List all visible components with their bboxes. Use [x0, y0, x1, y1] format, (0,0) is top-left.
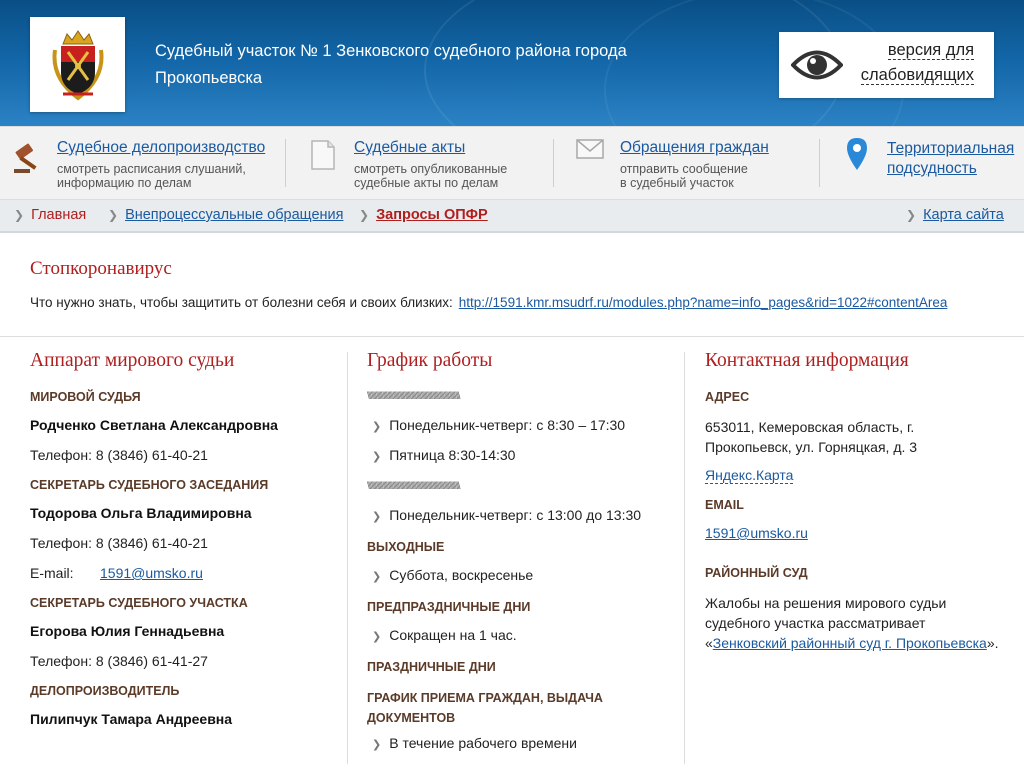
- address-line: 653011, Кемеровская область, г.: [705, 419, 915, 435]
- sitemap-link[interactable]: [906, 207, 1004, 223]
- site-title-line: Прокопьевска: [155, 69, 263, 87]
- alert-text: [30, 295, 947, 310]
- document-icon: [310, 139, 336, 171]
- holiday-caption: ПРАЗДНИЧНЫЕ ДНИ: [367, 660, 496, 674]
- nav-link-line: подсудность: [887, 160, 977, 177]
- chevron-right-icon: ❯: [372, 739, 382, 751]
- coat-of-arms-logo[interactable]: [30, 17, 125, 112]
- site-secretary-phone: Телефон: 8 (3846) 61-41-27: [30, 653, 208, 669]
- chevron-right-icon: ❯: [372, 571, 382, 583]
- sitemap-label[interactable]: Карта сайта: [923, 207, 1004, 223]
- district-court-text: [705, 593, 999, 653]
- nav-desc-line: в судебный участок: [620, 176, 734, 190]
- alert-text-label: Что нужно знать, чтобы защитить от болезни себя и своих близких:: [30, 295, 453, 310]
- district-court-line: [705, 633, 999, 653]
- contact-email-link[interactable]: 1591@umsko.ru: [705, 525, 808, 541]
- nav-link-court-acts[interactable]: Судебные акты: [354, 139, 466, 156]
- contact-email-row: [705, 525, 808, 541]
- chevron-right-icon: ❯: [372, 421, 382, 433]
- nav-desc-line: смотреть опубликованные: [354, 162, 508, 176]
- court-secretary-caption: СЕКРЕТАРЬ СУДЕБНОГО ЗАСЕДАНИЯ: [30, 478, 269, 492]
- weekend-caption: ВЫХОДНЫЕ: [367, 540, 445, 554]
- gavel-icon: [12, 141, 46, 175]
- chevron-right-icon: ❯: [359, 208, 370, 222]
- envelope-icon: [576, 139, 604, 159]
- reception-caption-line: ГРАФИК ПРИЕМА ГРАЖДАН, ВЫДАЧА: [367, 691, 603, 705]
- low-vision-label: [861, 38, 974, 88]
- nav-item-citizen-appeals[interactable]: [554, 127, 819, 201]
- preholiday-item: [372, 627, 517, 643]
- chevron-right-icon: ❯: [372, 451, 382, 463]
- email-label: E-mail:: [30, 565, 74, 581]
- nav-item-territorial-jurisdiction[interactable]: [820, 127, 1024, 201]
- nav-link-territorial-jurisdiction[interactable]: [887, 139, 1014, 179]
- breadcrumb: [0, 200, 1024, 233]
- nav-item-court-proceedings[interactable]: [0, 127, 285, 201]
- nav-link-citizen-appeals[interactable]: Обращения граждан: [620, 139, 769, 156]
- alert-title: Стопкоронавирус: [30, 258, 172, 279]
- district-court-caption: РАЙОННЫЙ СУД: [705, 566, 808, 580]
- nav-desc-court-acts: [354, 162, 507, 190]
- site-header: [0, 0, 1024, 126]
- apparatus-title: Аппарат мирового судьи: [30, 350, 235, 371]
- breadcrumb-section-label[interactable]: Внепроцессуальные обращения: [125, 207, 344, 223]
- clerk-caption: ДЕЛОПРОИЗВОДИТЕЛЬ: [30, 684, 180, 698]
- schedule-item-label: Понедельник-четверг: с 8:30 – 17:30: [389, 417, 626, 433]
- schedule-item: [372, 507, 641, 523]
- schedule-item-label: Пятница 8:30-14:30: [389, 447, 516, 463]
- nav-desc-line: смотреть расписания слушаний,: [57, 162, 246, 176]
- clerk-name: Пилипчук Тамара Андреевна: [30, 711, 233, 727]
- coat-of-arms-icon: [49, 28, 107, 102]
- breadcrumb-home-label[interactable]: Главная: [31, 207, 87, 223]
- nav-desc-line: информацию по делам: [57, 176, 192, 190]
- nav-desc-line: судебные акты по делам: [354, 176, 499, 190]
- address-caption: АДРЕС: [705, 390, 750, 404]
- site-title: [155, 38, 675, 92]
- low-vision-version-button[interactable]: [779, 32, 994, 98]
- chevron-right-icon: ❯: [14, 208, 25, 222]
- separator-slashes: \\\\\\\\\\\\\\\\\\\\\\\\\\\\\\\\\\\\\\\\\\\\\\\\\\\\\\\\\\\\\\\\\\\\\\\\: [367, 391, 460, 402]
- district-court-link[interactable]: Зенковский районный суд г. Прокопьевска: [712, 635, 987, 651]
- schedule-item: [372, 447, 515, 463]
- district-court-line: Жалобы на решения мирового судьи: [705, 595, 947, 611]
- site-secretary-caption: СЕКРЕТАРЬ СУДЕБНОГО УЧАСТКА: [30, 596, 248, 610]
- email-link[interactable]: 1591@umsko.ru: [100, 565, 203, 581]
- judge-phone: Телефон: 8 (3846) 61-40-21: [30, 447, 208, 463]
- column-divider: [684, 352, 685, 764]
- reception-caption: [367, 688, 603, 728]
- weekend-item: [372, 567, 533, 583]
- schedule-title: График работы: [367, 350, 493, 371]
- chevron-right-icon: ❯: [372, 631, 382, 643]
- email-caption: EMAIL: [705, 498, 744, 512]
- map-link-row: [705, 467, 793, 483]
- divider: [0, 336, 1024, 337]
- judge-name: Родченко Светлана Александровна: [30, 417, 278, 433]
- alert-link[interactable]: http://1591.kmr.msudrf.ru/modules.php?name=info_pages&rid=1022#contentArea: [458, 295, 948, 310]
- court-secretary-name: Тодорова Ольга Владимировна: [30, 505, 252, 521]
- site-secretary-name: Егорова Юлия Геннадьевна: [30, 623, 225, 639]
- reception-caption-line: ДОКУМЕНТОВ: [367, 711, 456, 725]
- address-line: Прокопьевск, ул. Горняцкая, д. 3: [705, 439, 918, 455]
- quote-mark: «: [705, 635, 713, 651]
- nav-item-court-acts[interactable]: [286, 127, 553, 201]
- schedule-item: [372, 417, 625, 433]
- court-secretary-phone: Телефон: 8 (3846) 61-40-21: [30, 535, 208, 551]
- nav-link-court-proceedings[interactable]: Судебное делопроизводство: [57, 139, 266, 156]
- chevron-right-icon: ❯: [108, 208, 119, 222]
- breadcrumb-section[interactable]: [108, 207, 343, 223]
- separator-slashes: \\\\\\\\\\\\\\\\\\\\\\\\\\\\\\\\\\\\\\\\\\\\\\\\\\\\\\\\\\\\\\\\\\\\\\\\: [367, 481, 460, 492]
- address-text: [705, 417, 917, 457]
- chevron-right-icon: ❯: [372, 511, 382, 523]
- nav-desc-citizen-appeals: [620, 162, 748, 190]
- district-court-line: судебного участка рассматривает: [705, 615, 926, 631]
- reception-label: В течение рабочего времени: [389, 735, 577, 751]
- site-title-line: Судебный участок № 1 Зенковского судебного района города: [155, 42, 627, 60]
- breadcrumb-home[interactable]: [14, 207, 86, 223]
- yandex-map-link[interactable]: Яндекс.Карта: [705, 467, 794, 483]
- low-vision-label-line: версия для: [887, 41, 974, 59]
- eye-icon: [791, 44, 843, 86]
- breadcrumb-current[interactable]: [359, 207, 488, 223]
- low-vision-label-line: слабовидящих: [860, 66, 974, 84]
- weekend-label: Суббота, воскресенье: [389, 567, 534, 583]
- preholiday-label: Сокращен на 1 час.: [389, 627, 517, 643]
- main-navigation: [0, 126, 1024, 200]
- judge-caption: МИРОВОЙ СУДЬЯ: [30, 390, 141, 404]
- map-pin-icon: [846, 137, 868, 171]
- nav-desc-court-proceedings: [57, 162, 246, 190]
- email-row: [30, 565, 203, 581]
- schedule-item-label: Понедельник-четверг: с 13:00 до 13:30: [389, 507, 642, 523]
- nav-link-line: Территориальная: [887, 140, 1015, 157]
- breadcrumb-current-label[interactable]: Запросы ОПФР: [376, 207, 488, 223]
- reception-item: [372, 735, 577, 751]
- chevron-right-icon: ❯: [906, 208, 917, 222]
- nav-desc-line: отправить сообщение: [620, 162, 748, 176]
- column-divider: [347, 352, 348, 764]
- quote-mark: ».: [986, 635, 999, 651]
- contacts-title: Контактная информация: [705, 350, 909, 371]
- preholiday-caption: ПРЕДПРАЗДНИЧНЫЕ ДНИ: [367, 600, 531, 614]
